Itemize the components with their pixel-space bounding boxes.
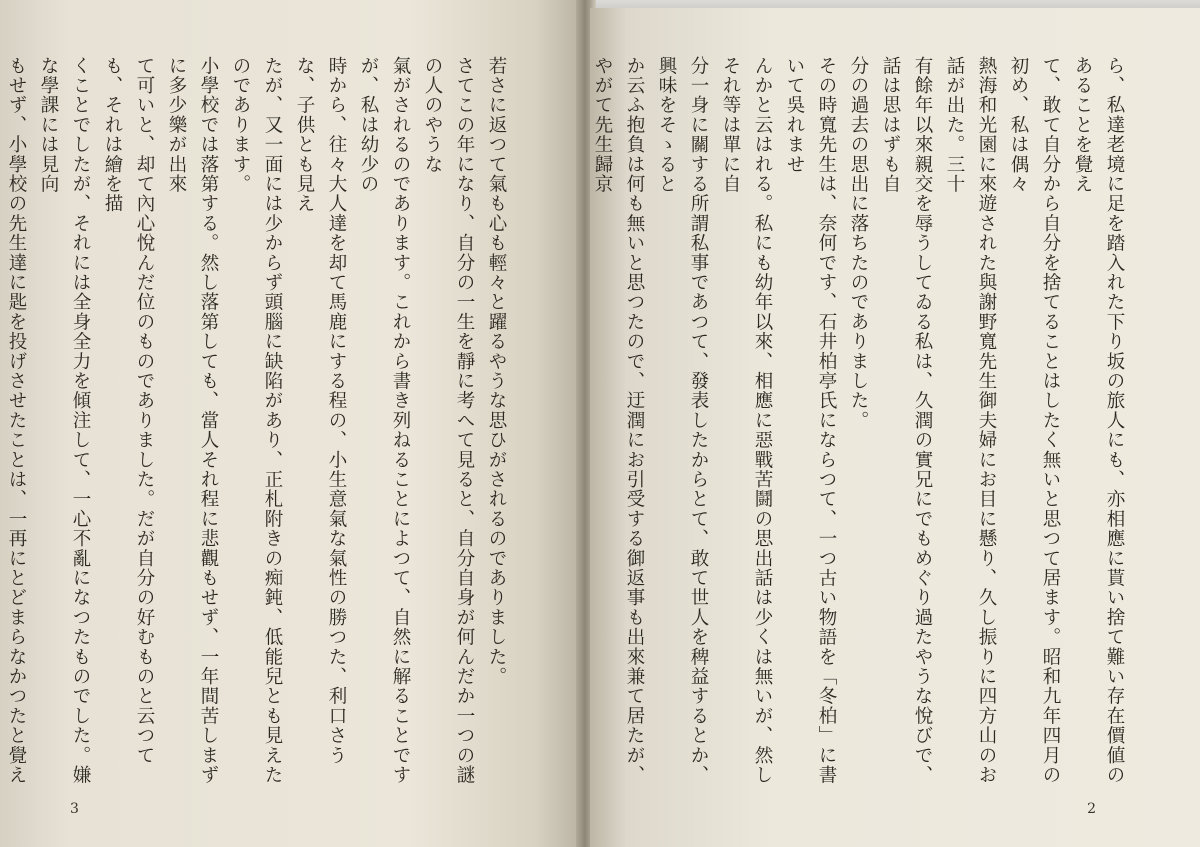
left-page-body-text: 若さに返つて氣も心も輕々と躍るやうな思ひがされるのでありました。 さてこの年になり、自分の一生を靜に考へて見ると、自分自身が何んだか一つの謎の人のやうな 氣がされるのであります。これから書き列ねることによつて、自然に解ることですが、私は幼少の 時から、往々大人達を却て馬鹿にする程の、小生意氣な氣性の勝つた、利口さうな、子供とも見え たが、又一面には少からず頭腦に缺陷があり、正札附きの痴鈍、低能兒とも見えたのであります。 小學校では落第する。然し落第しても、當人それ程に悲觀もせず、一年間苦しまずに多少樂が出來 て可いと、却て內心悅んだ位のものでありました。だが自分の好むものと云つても、それは繪を描 くことでしたが、それには全身全力を傾注して、一心不亂になつたものでした。嫌な學課には見向 もせず、小學校の先生達に匙を投げさせたことは、一再にとどまらなかつたと覺え — [6, 56, 507, 785]
left-page-number: 3 — [70, 801, 79, 817]
right-page-body-text: ら、私達老境に足を踏入れた下り坂の旅人にも、亦相應に貰い捨て難い存在價値のあることを覺え て、敢て自分から自分を捨てることはしたく無いと思つて居ます。昭和九年四月の初め、私は偶々 熱海和光園に來遊された與謝野寬先生御夫婦にお目に懸り、久し振りに四方山のお話が出た。三十 有餘年以來親交を辱うしてゐる私は、久潤の實兄にでもめぐり過たやうな悅びで、話は思はずも自 分の過去の思出に落ちたのでありました。 その時寬先生は、奈何です、石井柏亭氏にならつて、一つ古い物語を「冬柏」に書いて吳れませ んかと云はれる。私にも幼年以來、相應に惡戰苦鬪の思出話は少くは無いが、然しそれ等は單に自 分一身に關する所謂私事であつて、發表したからとて、敢て世人を稗益するとか、興味をそゝると か云ふ抱負は何も無いと思つたので、迂潤にお引受する御返事も出來兼て居たが、やがて先生歸京 — [592, 56, 1125, 785]
right-page-number: 2 — [1087, 801, 1096, 817]
left-page — [0, 0, 582, 847]
right-page — [590, 8, 1200, 847]
